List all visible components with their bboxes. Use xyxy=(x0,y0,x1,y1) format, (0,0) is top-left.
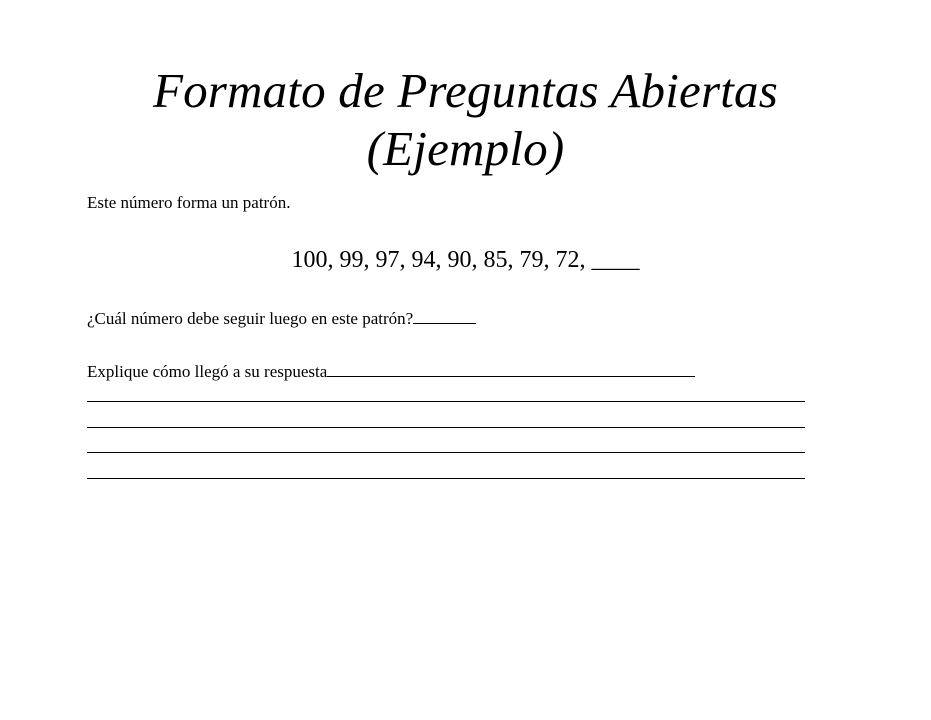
explain-answer-line[interactable] xyxy=(327,360,695,377)
page-title xyxy=(0,62,931,178)
question-text: ¿Cuál número debe seguir luego en este patrón? xyxy=(87,309,414,328)
explain-row xyxy=(87,360,695,383)
answer-blank[interactable] xyxy=(413,307,476,324)
answer-line-4[interactable] xyxy=(87,478,805,479)
explain-text: Explique cómo llegó a su respuesta xyxy=(87,362,328,381)
title-line-2: (Ejemplo) xyxy=(366,121,565,176)
number-sequence: 100, 99, 97, 94, 90, 85, 79, 72, ____ xyxy=(291,247,640,273)
question-row xyxy=(87,307,476,330)
title-line-1: Formato de Preguntas Abiertas xyxy=(152,63,779,118)
answer-line-1[interactable] xyxy=(87,401,805,402)
prompt-text: Este número forma un patrón. xyxy=(87,193,291,212)
answer-line-3[interactable] xyxy=(87,452,805,453)
answer-line-2[interactable] xyxy=(87,427,805,428)
